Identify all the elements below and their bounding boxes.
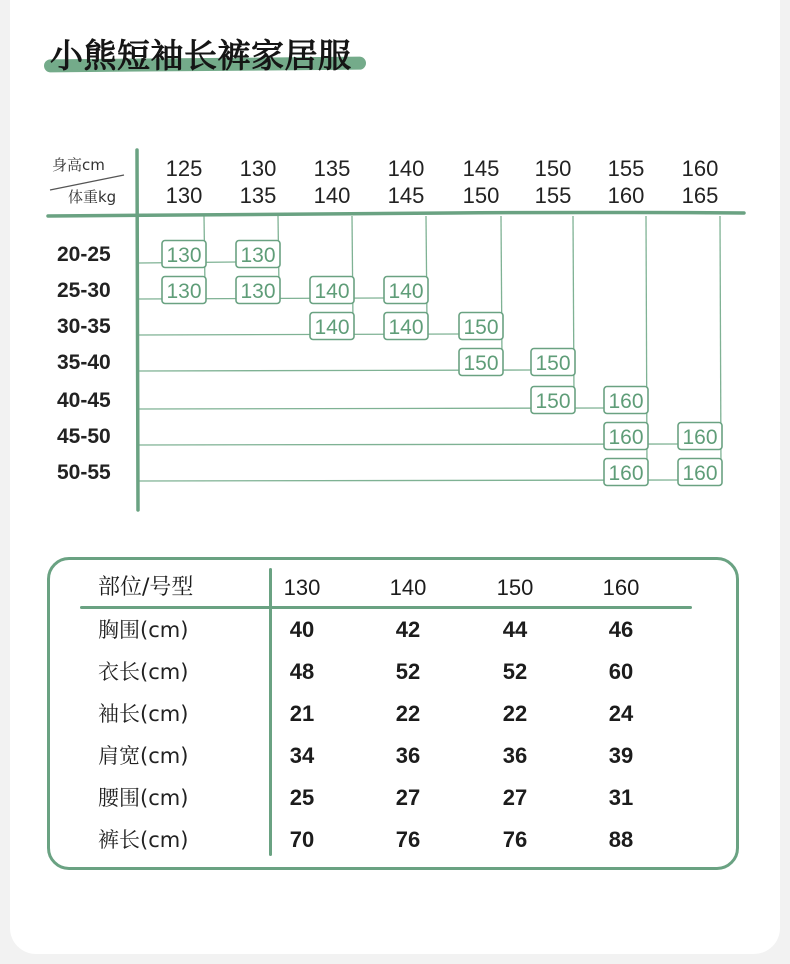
size-box-label: 140 [388,280,424,303]
measurement-value: 70 [289,827,315,852]
column-weight-label: 145 [387,183,425,208]
size-box-label: 160 [608,390,644,413]
column-height-label: 155 [607,156,645,181]
size-box-label: 140 [314,316,350,339]
measurement-value: 36 [502,743,528,768]
column-height-label: 125 [165,156,203,181]
row-labels [57,243,111,484]
column-height-label: 130 [239,156,277,181]
measurement-label: 裤长(cm) [98,828,189,852]
column-height-label: 140 [387,156,425,181]
measurement-value: 40 [289,617,315,642]
size-box-label: 130 [166,244,202,267]
size-box-label: 130 [240,280,276,303]
column-weight-label: 150 [462,183,500,208]
size-boxes [162,241,722,486]
weight-header-label: 体重kg [68,188,117,206]
size-box-label: 160 [608,462,644,485]
table-size-header: 130 [283,575,321,600]
column-weight-label: 155 [534,183,572,208]
measurement-value: 31 [608,785,634,810]
measurement-value: 27 [395,785,421,810]
measurement-value: 88 [608,827,634,852]
chart-vertical-axis [137,150,138,510]
row-weight-label: 20-25 [57,243,111,266]
height-header-label: 身高cm [52,156,105,174]
measurement-value: 27 [502,785,528,810]
measurement-table [47,557,739,870]
column-height-label: 150 [534,156,572,181]
measurement-value: 44 [502,617,528,642]
measurement-label: 腰围(cm) [98,786,189,810]
measurement-value: 25 [289,785,315,810]
column-weight-label: 130 [165,183,203,208]
measurement-value: 24 [608,701,634,726]
measurement-value: 22 [395,701,421,726]
size-box-label: 150 [535,352,571,375]
column-weight-label: 140 [313,183,351,208]
size-box-label: 160 [608,426,644,449]
chart-header-rule [48,213,744,217]
size-box-label: 130 [166,280,202,303]
row-weight-label: 25-30 [57,279,111,302]
table-header-label: 部位/号型 [98,575,194,600]
measurement-value: 76 [395,827,421,852]
row-weight-label: 45-50 [57,425,111,448]
measurement-label: 衣长(cm) [98,660,189,684]
column-weight-label: 135 [239,183,277,208]
measurement-value: 34 [289,743,315,768]
column-height-label: 135 [313,156,351,181]
size-box-label: 140 [314,280,350,303]
row-guide-line [139,444,678,445]
row-weight-label: 35-40 [57,351,111,374]
measurement-value: 46 [608,617,634,642]
measurement-value: 21 [289,701,315,726]
size-box-label: 130 [240,244,276,267]
column-headers [166,156,719,208]
column-weight-label: 165 [681,183,719,208]
measurement-label: 肩宽(cm) [98,744,189,768]
measurement-value: 52 [395,659,421,684]
column-weight-label: 160 [607,183,645,208]
row-weight-label: 40-45 [57,389,111,412]
size-box-label: 150 [463,316,499,339]
size-box-label: 160 [682,462,718,485]
row-guide-line [139,480,678,481]
column-height-label: 160 [681,156,719,181]
size-box-label: 150 [463,352,499,375]
size-box-label: 140 [388,316,424,339]
table-size-header: 160 [602,575,640,600]
measurement-label: 袖长(cm) [98,702,189,726]
measurement-value: 22 [502,701,528,726]
measurement-value: 48 [289,659,315,684]
measurement-value: 42 [395,617,421,642]
column-height-label: 145 [462,156,500,181]
row-weight-label: 30-35 [57,315,111,338]
table-size-header: 150 [496,575,534,600]
measurement-value: 60 [608,659,634,684]
column-guide-line [426,216,427,324]
row-weight-label: 50-55 [57,461,111,484]
measurement-value: 76 [502,827,528,852]
measurement-value: 36 [395,743,421,768]
measurement-value: 52 [502,659,528,684]
column-guide-line [352,216,353,324]
table-size-header: 140 [389,575,427,600]
page-title: 小熊短袖长裤家居服 [50,36,352,75]
measurement-value: 39 [608,743,634,768]
size-box-label: 150 [535,390,571,413]
measurement-label: 胸围(cm) [98,618,189,642]
size-box-label: 160 [682,426,718,449]
